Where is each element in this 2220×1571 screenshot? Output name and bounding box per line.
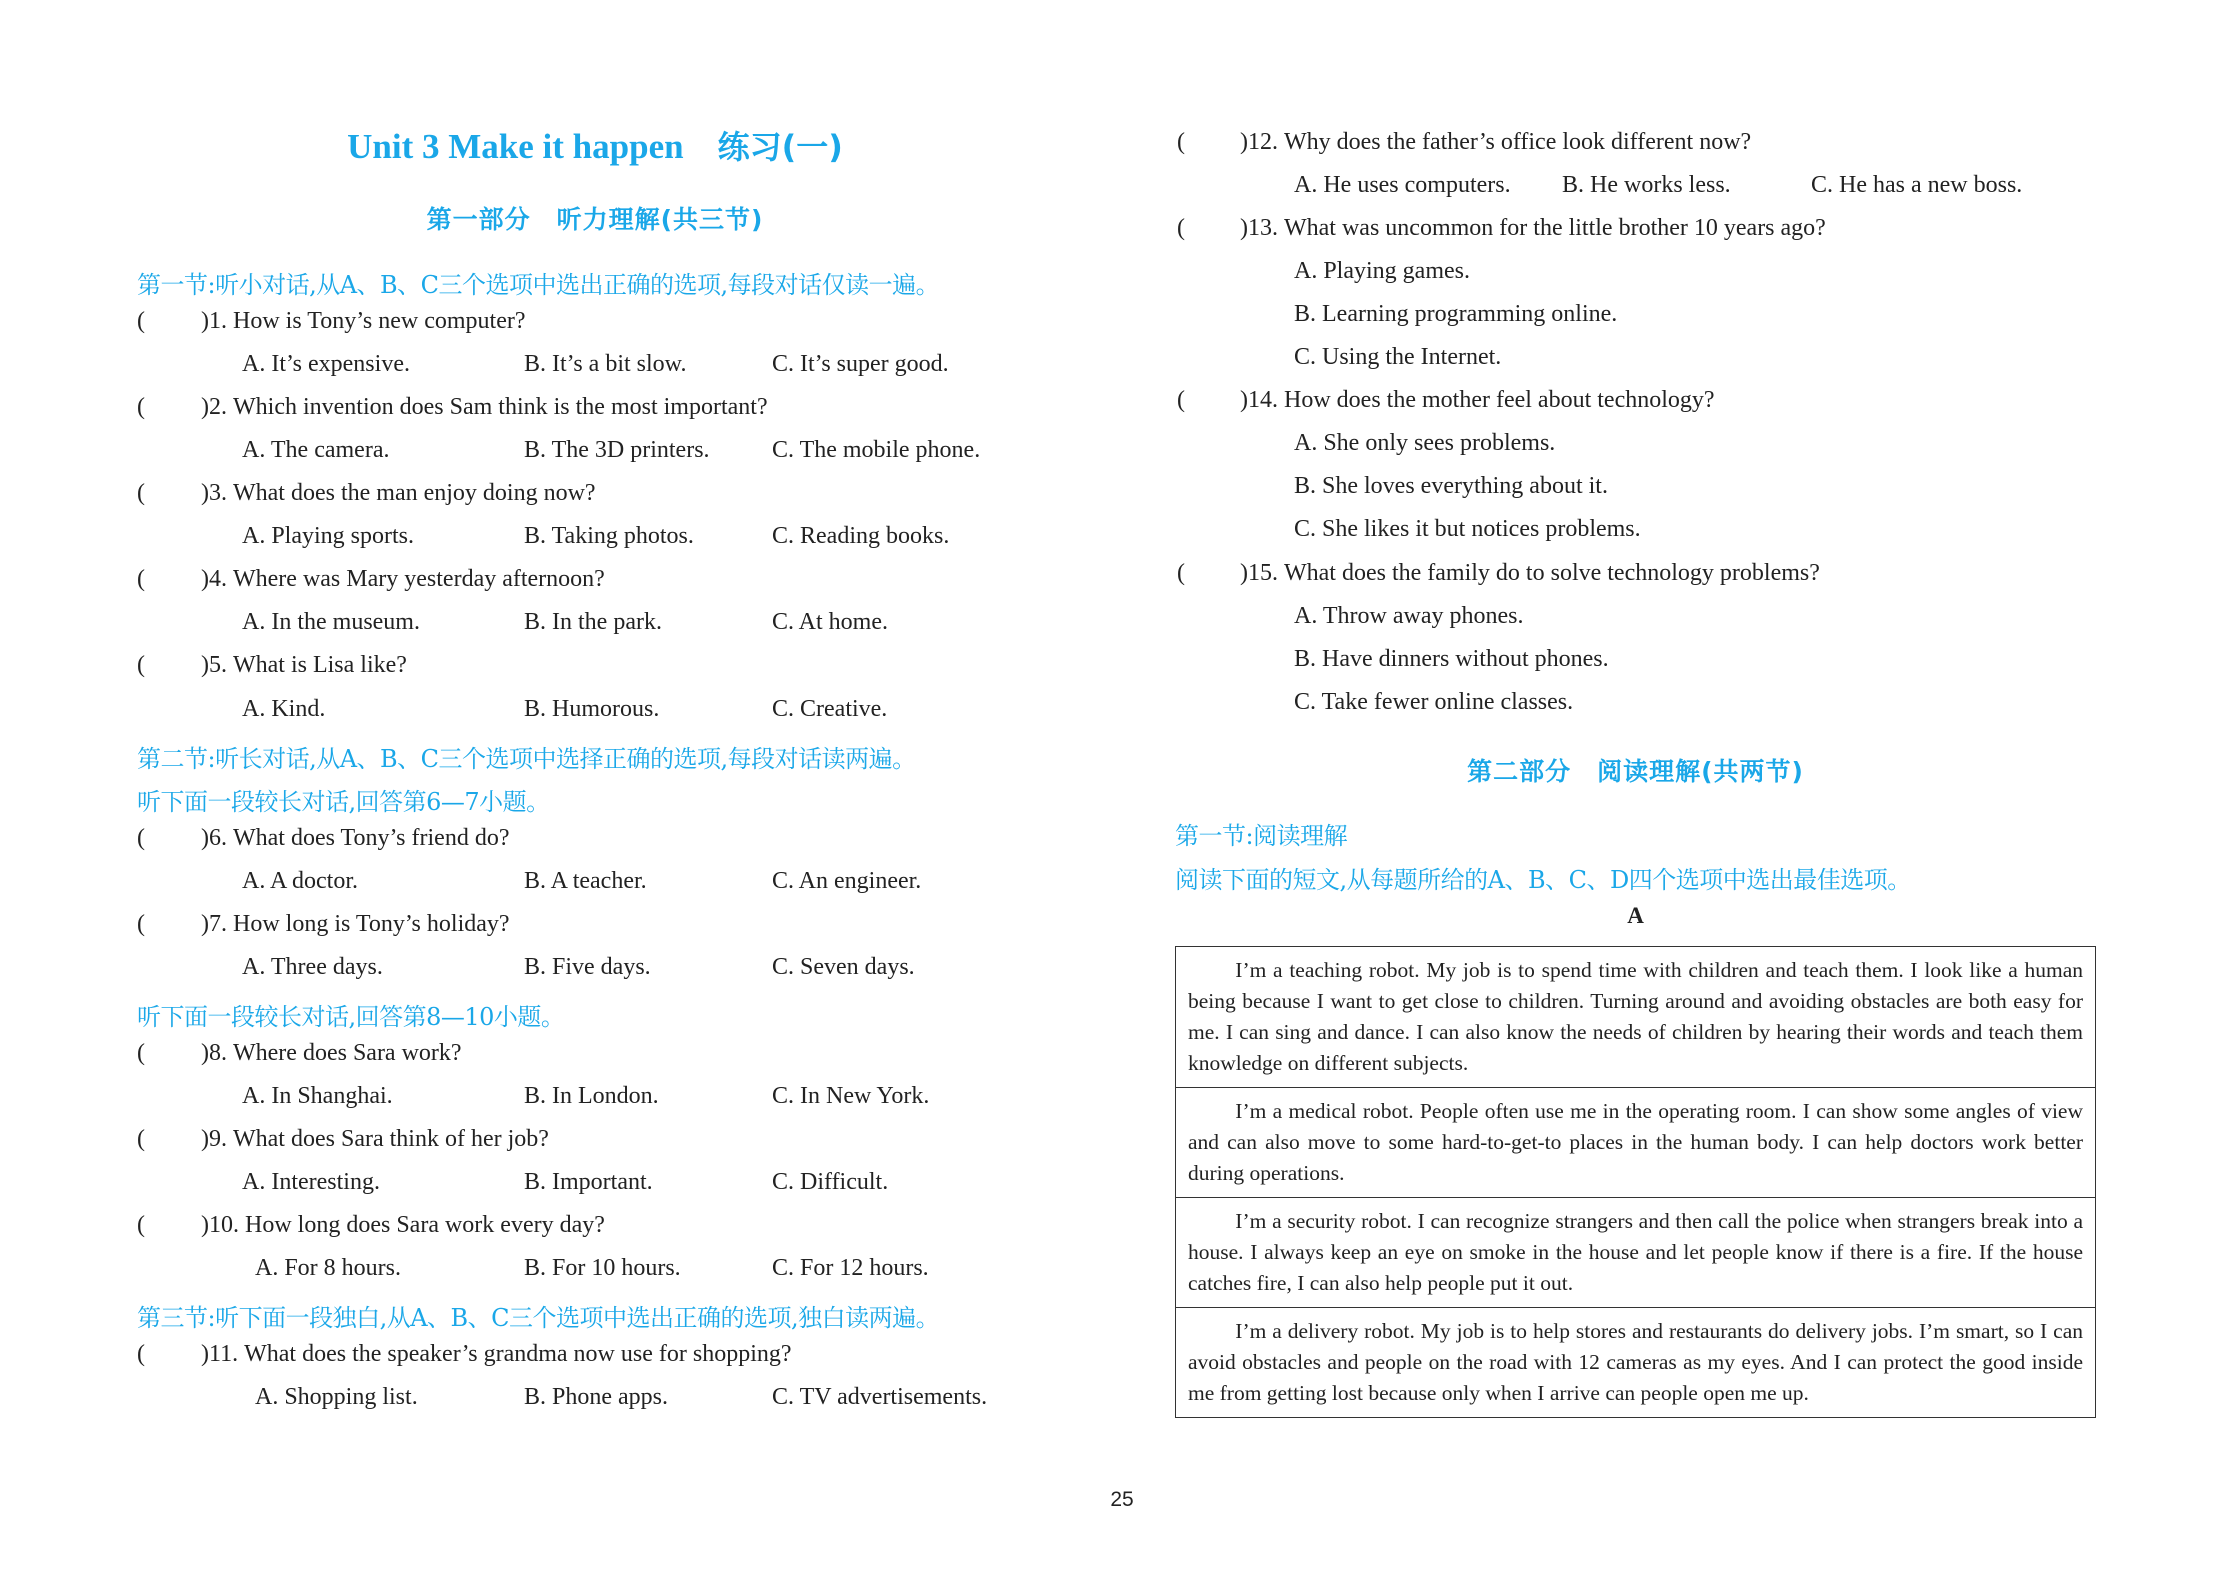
section-instruction: 听下面一段较长对话,回答第6—7小题。 — [137, 787, 550, 816]
answer-blank-open[interactable]: ( — [137, 566, 145, 593]
option-c[interactable]: C. Creative. — [772, 695, 888, 722]
question-text: What does the speaker’s grandma now use for shopping? — [244, 1341, 792, 1368]
question-text: Why does the father’s office look different now? — [1284, 129, 1752, 155]
question-number-text: 1. — [209, 308, 227, 335]
question-number — [201, 480, 596, 507]
question-number-text: 12. — [1248, 129, 1278, 155]
option-b[interactable]: B. Five days. — [524, 953, 651, 980]
option-a[interactable]: A. He uses computers. — [1294, 172, 1511, 199]
option-c[interactable]: C. In New York. — [772, 1082, 930, 1109]
question-text: How long does Sara work every day? — [245, 1212, 605, 1239]
question-number — [1240, 560, 1820, 587]
question-text: Where was Mary yesterday afternoon? — [233, 566, 605, 593]
question-number — [201, 825, 509, 852]
option[interactable]: A. Throw away phones. — [1294, 602, 1524, 629]
answer-blank-open[interactable]: ( — [1177, 387, 1185, 414]
option-c[interactable]: C. An engineer. — [772, 867, 922, 894]
part2-heading: 第二部分 阅读理解(共两节) — [1467, 757, 1804, 786]
question-text: What was uncommon for the little brother 10 years ago? — [1284, 215, 1826, 242]
section-instruction: 第三节:听下面一段独白,从A、B、C三个选项中选出正确的选项,独白读两遍。 — [137, 1304, 940, 1333]
option-c[interactable]: C. It’s super good. — [772, 351, 949, 378]
question-number — [201, 1126, 549, 1153]
answer-blank-open[interactable]: ( — [137, 1126, 145, 1152]
option[interactable]: B. She loves everything about it. — [1294, 473, 1608, 500]
page-title — [0, 122, 1190, 168]
option[interactable]: A. Playing games. — [1294, 258, 1470, 285]
option-c[interactable]: C. At home. — [772, 609, 889, 636]
option-a[interactable]: A. It’s expensive. — [242, 351, 410, 378]
passage-paragraph-delivery-robot: I’m a delivery robot. My job is to help stores and restaurants do delivery jobs. I’m smart, so I can avoid obstacles and people on the road with 12 cameras as my eyes. And I can protect the good inside me from getting lost because only when I arrive can people open me up. — [1176, 1307, 2095, 1417]
passage-box — [1175, 946, 2096, 1418]
paren-close: ) — [201, 1126, 209, 1152]
answer-blank-open[interactable]: ( — [137, 652, 145, 679]
question-text: What does Tony’s friend do? — [233, 824, 510, 851]
question-number-text: 14. — [1248, 387, 1278, 414]
option-b[interactable]: B. In the park. — [524, 609, 662, 636]
answer-blank-open[interactable]: ( — [137, 1039, 145, 1066]
question-number — [1240, 129, 1751, 156]
question-number — [201, 1212, 605, 1239]
passage-paragraph-medical-robot: I’m a medical robot. People often use me in the operating room. I can show some angles of view and can also move to some hard-to-get-to places in the human body. I can help doctors work better during operations. — [1176, 1087, 2095, 1197]
answer-blank-open[interactable]: ( — [1177, 559, 1185, 586]
question-number-text: 4. — [209, 566, 227, 593]
option[interactable]: C. Using the Internet. — [1294, 344, 1502, 371]
paren-close: ) — [201, 910, 209, 937]
paren-close: ) — [201, 566, 209, 593]
option-a[interactable]: A. The camera. — [242, 437, 390, 464]
part2-section1-label: 第一节:阅读理解 — [1175, 822, 1348, 850]
option-b[interactable]: B. Humorous. — [524, 695, 660, 722]
option-b[interactable]: B. The 3D printers. — [524, 437, 710, 464]
question-number-text: 15. — [1248, 559, 1278, 586]
question-number — [201, 911, 510, 938]
paren-close: ) — [1240, 387, 1248, 414]
part2-instruction: 阅读下面的短文,从每题所给的A、B、C、D四个选项中选出最佳选项。 — [1175, 866, 1911, 894]
question-text: How does the mother feel about technology? — [1284, 387, 1715, 414]
paren-close: ) — [201, 652, 209, 679]
question-number-text: 5. — [209, 652, 227, 679]
option-b[interactable]: B. Phone apps. — [524, 1384, 668, 1411]
paren-close: ) — [1240, 559, 1248, 586]
option-b[interactable]: B. Important. — [524, 1169, 653, 1196]
question-text: What does Sara think of her job? — [233, 1126, 549, 1152]
option[interactable]: C. She likes it but notices problems. — [1294, 516, 1641, 543]
question-number — [201, 566, 605, 593]
question-number — [1240, 215, 1826, 242]
option[interactable]: C. Take fewer online classes. — [1294, 688, 1574, 715]
question-number — [201, 308, 526, 335]
option-a[interactable]: A. In the museum. — [242, 609, 420, 636]
option-c[interactable]: C. TV advertisements. — [772, 1384, 988, 1411]
option-a[interactable]: A. In Shanghai. — [242, 1082, 393, 1109]
answer-blank-open[interactable]: ( — [1177, 129, 1185, 155]
question-text: How long is Tony’s holiday? — [233, 910, 510, 937]
option[interactable]: B. Have dinners without phones. — [1294, 645, 1609, 672]
question-number-text: 10. — [209, 1212, 239, 1239]
paren-close: ) — [201, 308, 209, 335]
option-a[interactable]: A. Playing sports. — [242, 523, 415, 550]
question-number — [201, 652, 407, 679]
paren-close: ) — [201, 1039, 209, 1066]
section-instruction: 听下面一段较长对话,回答第8—10小题。 — [137, 1002, 565, 1031]
passage-letter: A — [1627, 903, 1644, 928]
answer-blank-open[interactable]: ( — [137, 1212, 145, 1239]
option-c[interactable]: C. Seven days. — [772, 953, 915, 980]
answer-blank-open[interactable]: ( — [1177, 215, 1185, 242]
question-number — [201, 1040, 462, 1067]
question-text: What is Lisa like? — [233, 652, 407, 679]
option-c[interactable]: C. Reading books. — [772, 523, 950, 550]
answer-blank-open[interactable]: ( — [137, 308, 145, 335]
option[interactable]: A. She only sees problems. — [1294, 430, 1556, 457]
paren-close: ) — [1240, 215, 1248, 242]
answer-blank-open[interactable]: ( — [137, 910, 145, 937]
question-number-text: 6. — [209, 824, 227, 851]
question-number — [1240, 387, 1715, 414]
question-number-text: 2. — [209, 394, 227, 421]
answer-blank-open[interactable]: ( — [137, 824, 145, 851]
question-number — [201, 1341, 792, 1368]
part1-heading: 第一部分 听力理解(共三节) — [426, 205, 764, 234]
paren-close: ) — [201, 824, 209, 851]
question-number-text: 13. — [1248, 215, 1278, 242]
option-b[interactable]: B. He works less. — [1562, 172, 1731, 199]
title-chinese: 练习(一) — [717, 128, 843, 166]
passage-paragraph-security-robot: I’m a security robot. I can recognize strangers and then call the police when strangers break into a house. I always keep an eye on smoke in the house and let people know if there is a fire. If the house catches fire, I can also help people put it out. — [1176, 1197, 2095, 1307]
paren-close: ) — [1240, 129, 1248, 155]
option[interactable]: B. Learning programming online. — [1294, 301, 1618, 328]
paren-close: ) — [201, 480, 209, 507]
option-a[interactable]: A. Kind. — [242, 695, 326, 722]
option-a[interactable]: A. Shopping list. — [255, 1384, 418, 1411]
option-b[interactable]: B. In London. — [524, 1082, 659, 1109]
answer-blank-open[interactable]: ( — [137, 394, 145, 421]
question-text: How is Tony’s new computer? — [233, 308, 526, 335]
option-c[interactable]: C. The mobile phone. — [772, 437, 981, 464]
question-number-text: 7. — [209, 910, 227, 937]
paren-close: ) — [201, 1341, 209, 1368]
option-a[interactable]: A. Interesting. — [242, 1169, 380, 1196]
question-number-text: 3. — [209, 480, 227, 507]
option-b[interactable]: B. It’s a bit slow. — [524, 351, 687, 378]
title-english: Unit 3 Make it happen — [347, 127, 684, 166]
option-b[interactable]: B. For 10 hours. — [524, 1255, 681, 1282]
passage-paragraph-teaching-robot: I’m a teaching robot. My job is to spend time with children and teach them. I look like a human being because I want to get close to children. Turning around and avoiding obstacles are both easy for me. I can sing and dance. I can also know the needs of children by hearing their words and teach them knowledge on different subjects. — [1188, 958, 2083, 1075]
option-a[interactable]: A. Three days. — [242, 953, 383, 980]
page-number: 25 — [1110, 1488, 1134, 1511]
question-text: What does the man enjoy doing now? — [233, 480, 596, 507]
paren-close: ) — [201, 1212, 209, 1239]
question-number — [201, 394, 768, 421]
answer-blank-open[interactable]: ( — [137, 1341, 145, 1368]
paren-close: ) — [201, 394, 209, 421]
option-b[interactable]: B. A teacher. — [524, 867, 647, 894]
question-number-text: 9. — [209, 1126, 227, 1152]
question-text: Where does Sara work? — [233, 1039, 462, 1066]
option-c[interactable]: C. For 12 hours. — [772, 1255, 929, 1282]
question-number-text: 11. — [209, 1341, 239, 1368]
option-b[interactable]: B. Taking photos. — [524, 523, 694, 550]
option-c[interactable]: C. He has a new boss. — [1811, 172, 2023, 199]
question-text: What does the family do to solve technology problems? — [1284, 559, 1820, 586]
section-instruction: 第二节:听长对话,从A、B、C三个选项中选择正确的选项,每段对话读两遍。 — [137, 744, 916, 773]
section-instruction: 第一节:听小对话,从A、B、C三个选项中选出正确的选项,每段对话仅读一遍。 — [137, 271, 940, 299]
option-a[interactable]: A. A doctor. — [242, 867, 359, 894]
answer-blank-open[interactable]: ( — [137, 480, 145, 507]
option-c[interactable]: C. Difficult. — [772, 1169, 889, 1196]
question-text: Which invention does Sam think is the most important? — [233, 394, 768, 421]
option-a[interactable]: A. For 8 hours. — [255, 1255, 402, 1282]
question-number-text: 8. — [209, 1039, 227, 1066]
